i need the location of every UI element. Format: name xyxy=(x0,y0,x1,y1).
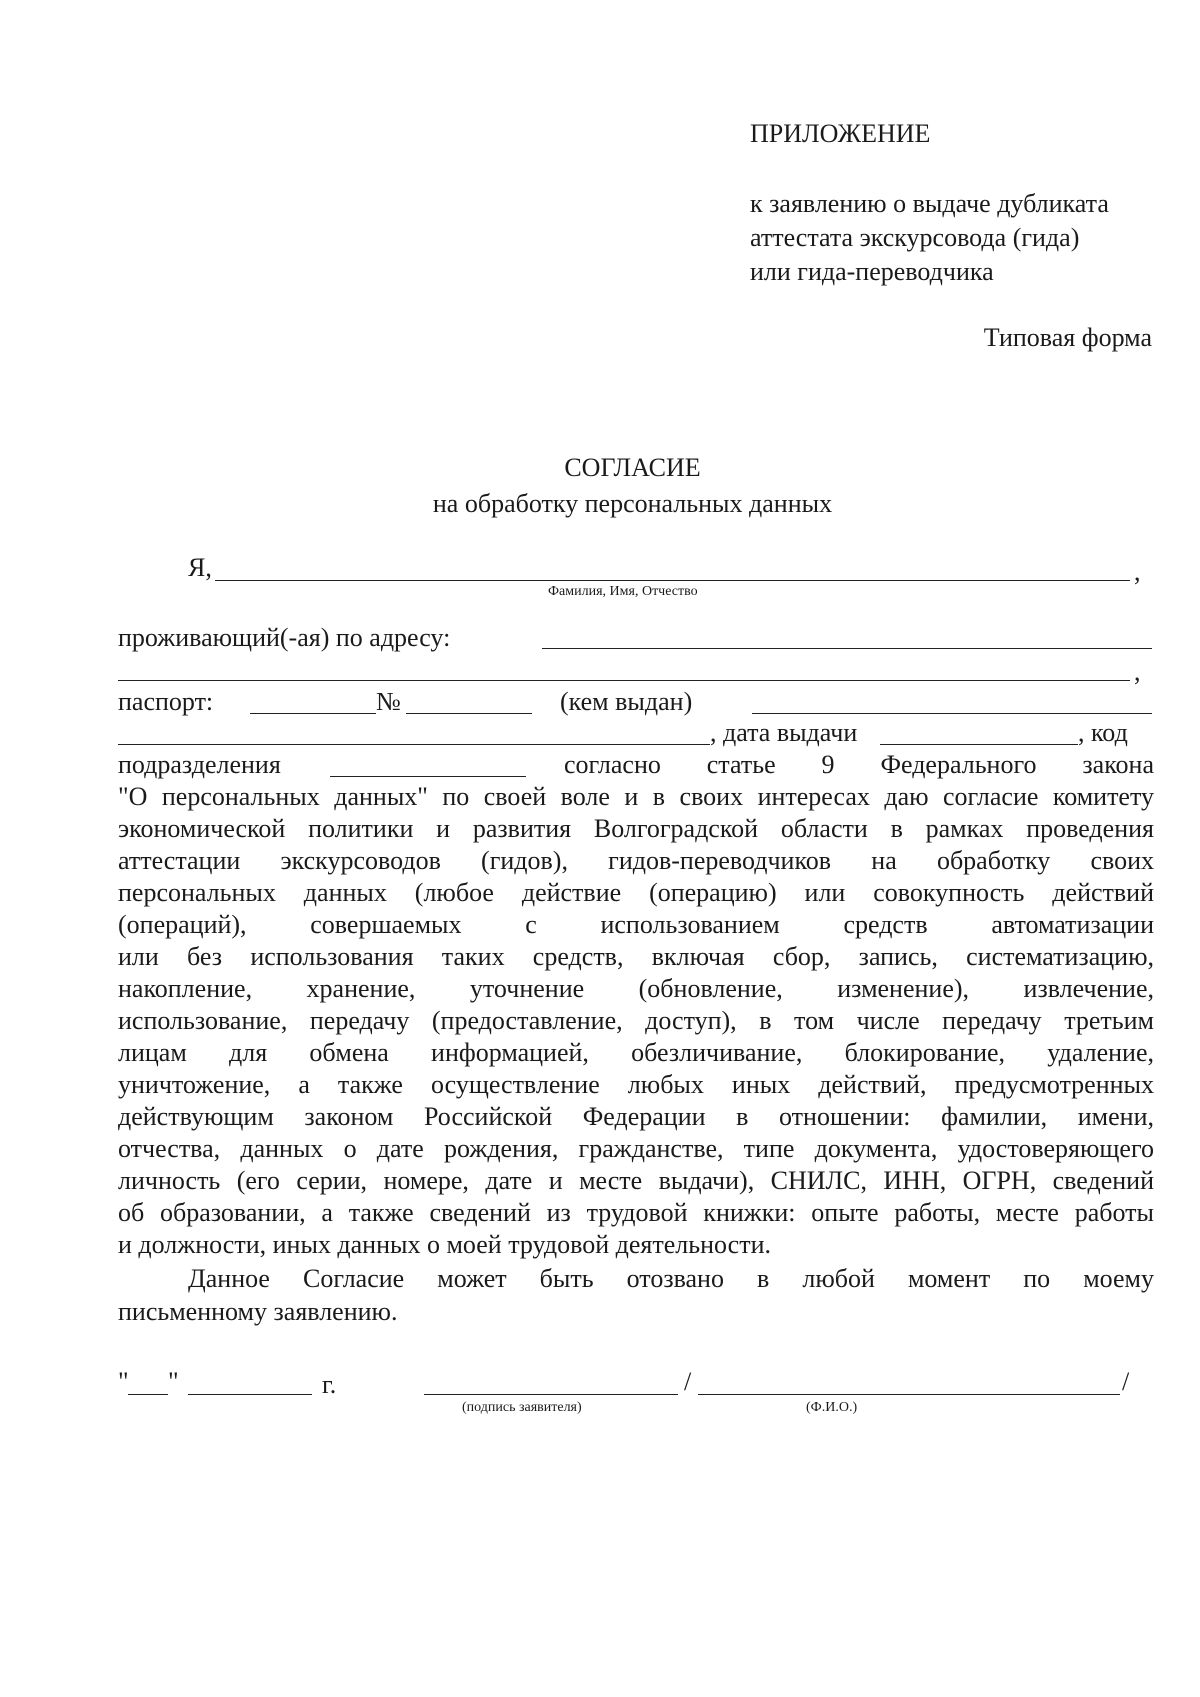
date-quote-open: " xyxy=(118,1367,129,1396)
code-label: , код xyxy=(1078,718,1128,747)
subdivision-code-line[interactable] xyxy=(330,776,526,777)
appendix-title: ПРИЛОЖЕНИЕ xyxy=(750,119,931,148)
body-line-15: и должности, иных данных о моей трудовой деятельности. xyxy=(118,1230,771,1259)
body-line-2: экономической политики и развития Волгоградской области в рамках проведения xyxy=(118,814,1154,843)
body-line-12: отчества, данных о дате рождения, гражданстве, типе документа, удостоверяющего xyxy=(118,1134,1154,1163)
address-field-line-2[interactable] xyxy=(118,680,1130,681)
address-label: проживающий(-ая) по адресу: xyxy=(118,623,451,652)
body-line-4: персональных данных (любое действие (операцию) или совокупность действий xyxy=(118,878,1154,907)
name-caption: Фамилия, Имя, Отчество xyxy=(548,584,698,599)
document-subtitle: на обработку персональных данных xyxy=(432,489,833,518)
body-line-3: аттестации экскурсоводов (гидов), гидов-переводчиков на обработку своих xyxy=(118,846,1154,875)
appendix-subtitle-line-1: к заявлению о выдаче дубликата xyxy=(750,189,1109,218)
passport-label: паспорт: xyxy=(118,687,214,716)
passport-series-line[interactable] xyxy=(250,713,376,714)
body-line-1: "О персональных данных" по своей воле и в своих интересах даю согласие комитету xyxy=(118,782,1154,811)
signature-slash-1: / xyxy=(684,1367,692,1396)
date-year-suffix: г. xyxy=(322,1370,337,1399)
document-title: СОГЛАСИЕ xyxy=(564,453,701,482)
body-line-14: об образовании, а также сведений из трудовой книжки: опыте работы, месте работы xyxy=(118,1198,1154,1227)
date-month-line[interactable] xyxy=(188,1394,312,1395)
appendix-subtitle-line-3: или гида-переводчика xyxy=(750,257,994,286)
name-prefix: Я, xyxy=(188,553,212,582)
appendix-subtitle-line-2: аттестата экскурсовода (гида) xyxy=(750,223,1080,252)
fio-line[interactable] xyxy=(698,1394,1120,1395)
body-line-0-rest: согласно статье 9 Федерального закона xyxy=(564,750,1154,779)
form-type-label: Типовая форма xyxy=(983,323,1152,352)
signature-slash-2: / xyxy=(1122,1367,1130,1396)
passport-number-sign: № xyxy=(376,687,401,716)
fio-caption: (Ф.И.О.) xyxy=(806,1400,858,1415)
signature-caption: (подпись заявителя) xyxy=(462,1400,582,1415)
body-line-7: накопление, хранение, уточнение (обновление, изменение), извлечение, xyxy=(118,974,1154,1003)
body-line-9: лицам для обмена информацией, обезличивание, блокирование, удаление, xyxy=(118,1038,1154,1067)
address-comma: , xyxy=(1134,657,1141,686)
signature-line[interactable] xyxy=(424,1394,678,1395)
name-comma: , xyxy=(1134,557,1141,586)
revoke-line-2: письменному заявлению. xyxy=(118,1297,398,1326)
issued-by-line-1[interactable] xyxy=(752,713,1152,714)
address-field-line-1[interactable] xyxy=(542,648,1152,649)
body-line-5: (операций), совершаемых с использованием средств автоматизации xyxy=(118,910,1154,939)
subdivision-label: подразделения xyxy=(118,750,281,779)
date-quote-close: " xyxy=(168,1367,179,1396)
issue-date-label: , дата выдачи xyxy=(710,718,858,747)
body-line-11: действующим законом Российской Федерации в отношении: фамилии, имени, xyxy=(118,1102,1154,1131)
body-line-8: использование, передачу (предоставление, доступ), в том числе передачу третьим xyxy=(118,1006,1154,1035)
passport-number-line[interactable] xyxy=(406,713,532,714)
name-field-line[interactable] xyxy=(215,580,1130,581)
issued-by-label: (кем выдан) xyxy=(560,687,693,716)
body-line-10: уничтожение, а также осуществление любых иных действий, предусмотренных xyxy=(118,1070,1154,1099)
issue-date-line[interactable] xyxy=(880,744,1078,745)
revoke-line-1: Данное Согласие может быть отозвано в любой момент по моему xyxy=(188,1264,1154,1293)
body-line-6: или без использования таких средств, включая сбор, запись, систематизацию, xyxy=(118,942,1154,971)
issued-by-line-2[interactable] xyxy=(118,744,710,745)
body-line-13: личность (его серии, номере, дате и месте выдачи), СНИЛС, ИНН, ОГРН, сведений xyxy=(118,1166,1154,1195)
date-day-line[interactable] xyxy=(128,1394,168,1395)
